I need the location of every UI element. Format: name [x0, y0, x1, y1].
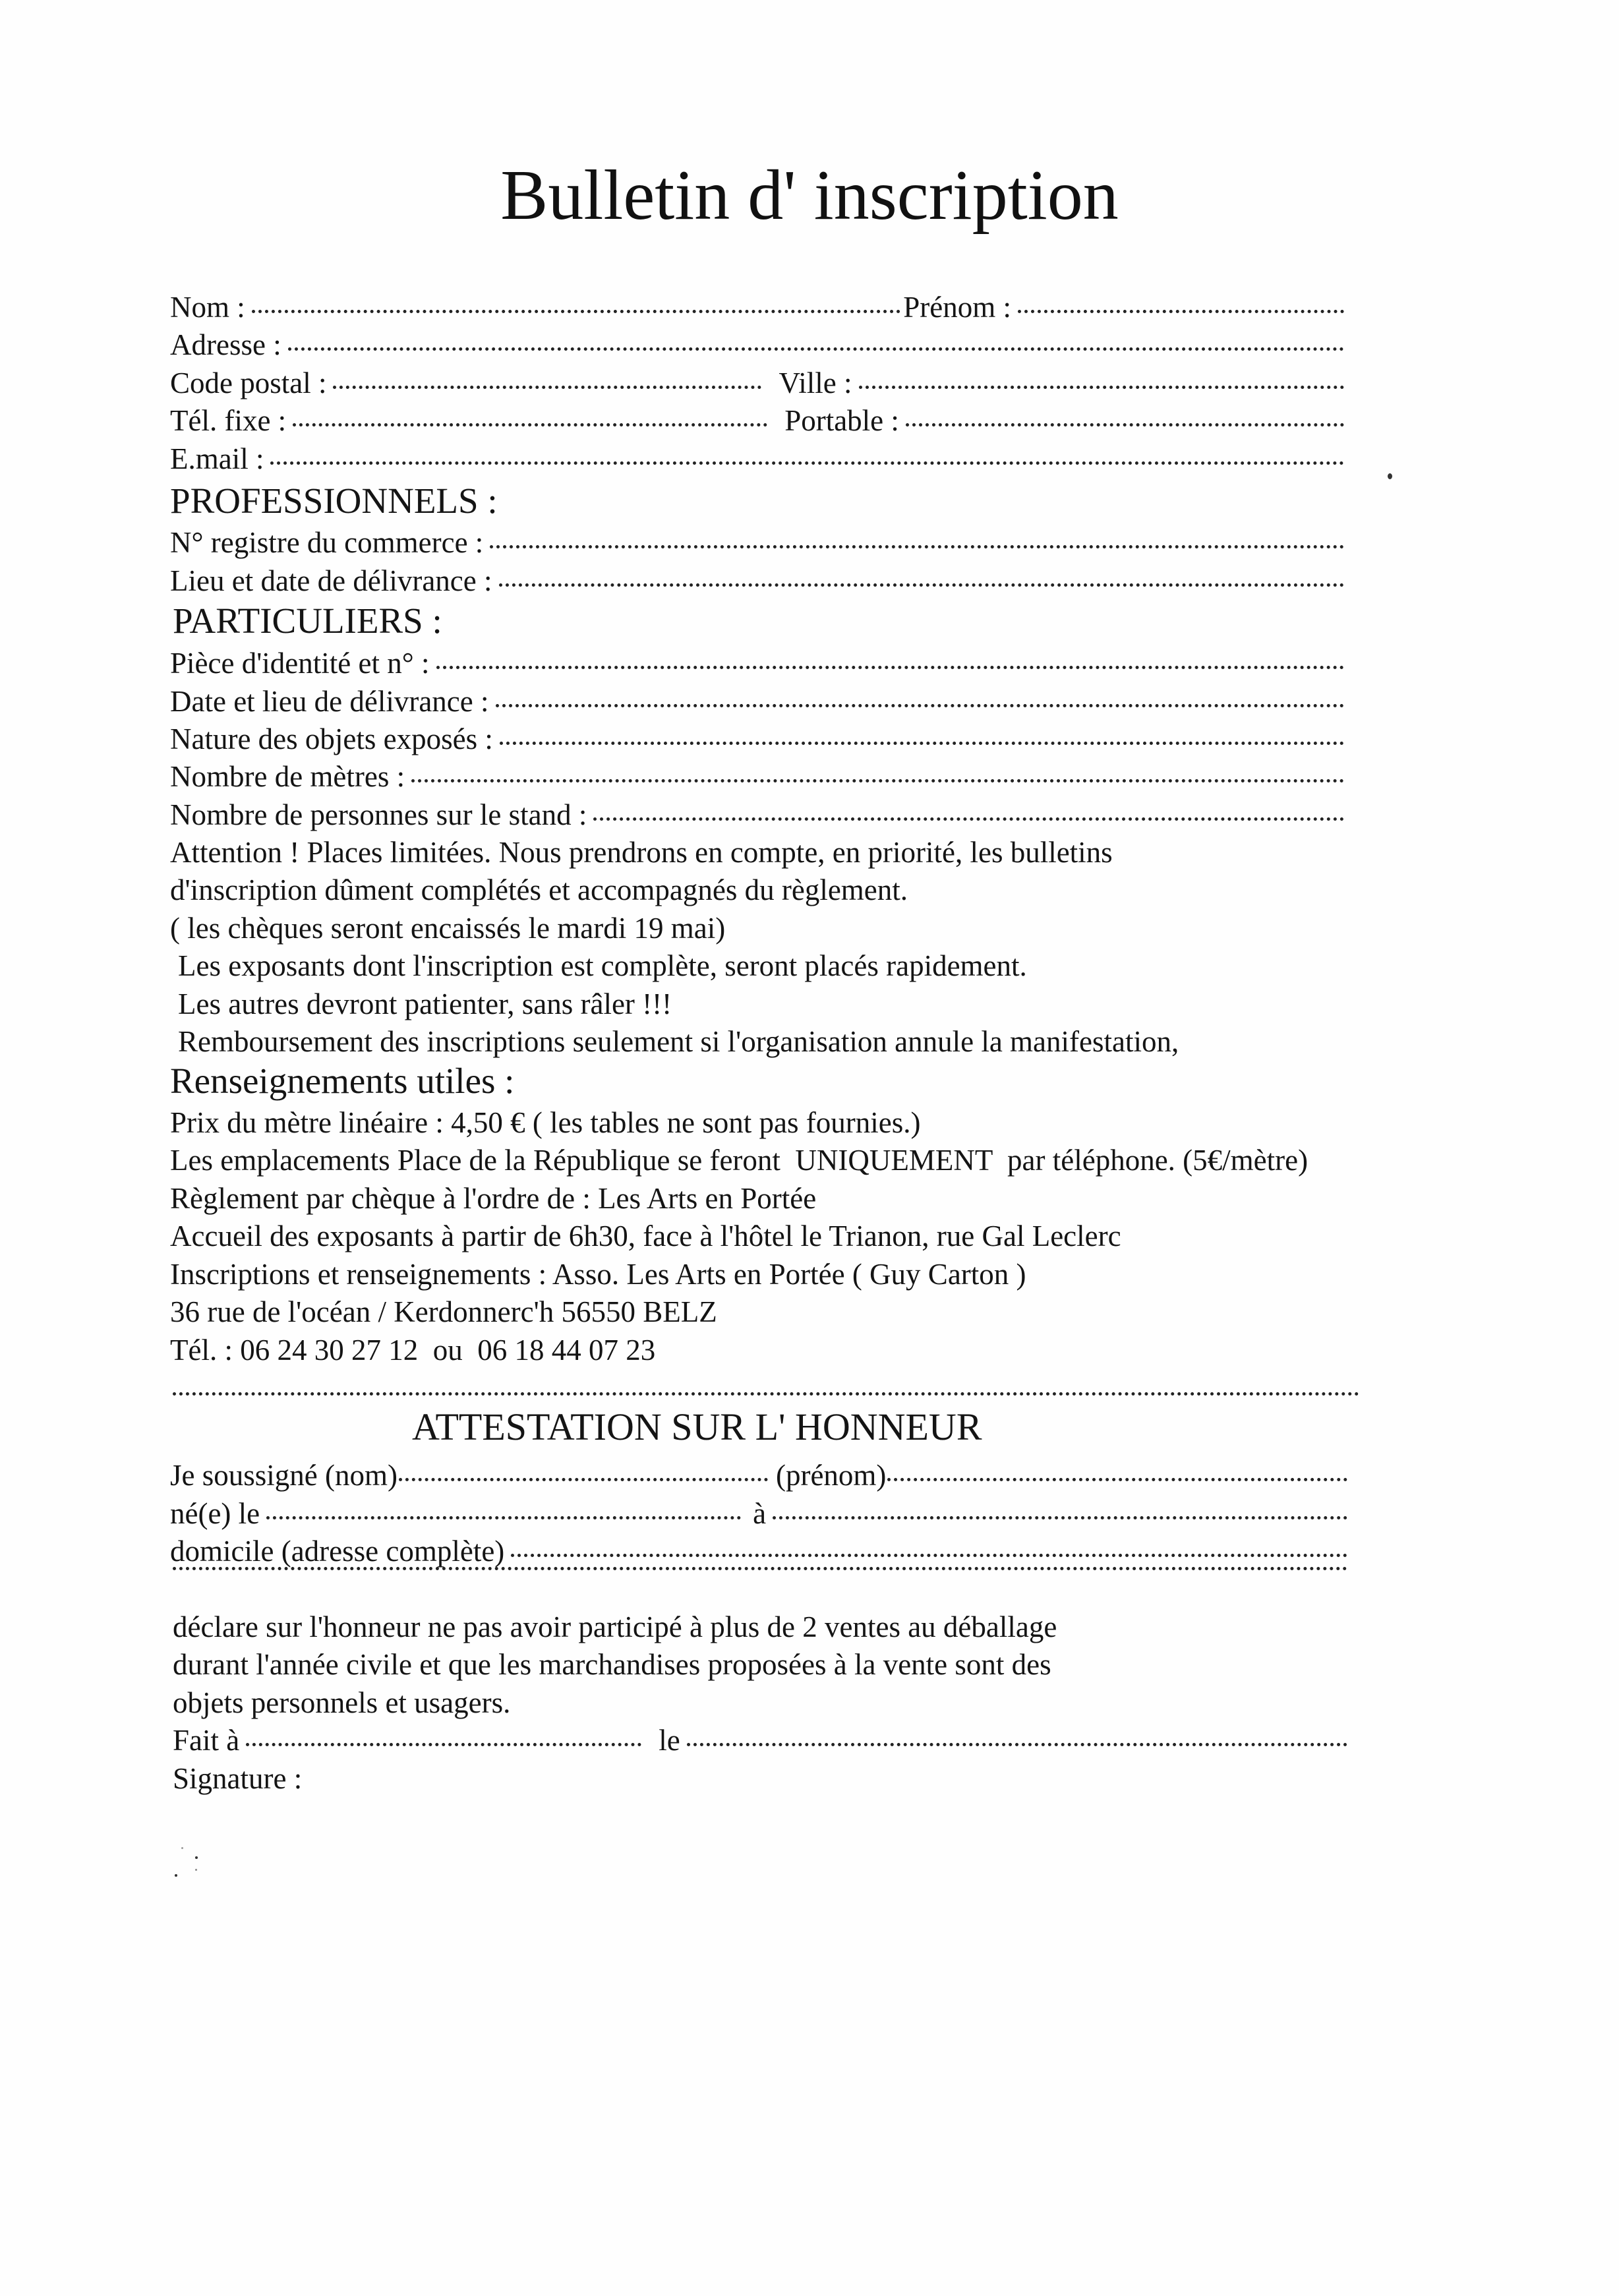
field-email[interactable]	[270, 461, 1344, 465]
label-date-lieu-delivrance: Date et lieu de délivrance :	[170, 685, 489, 718]
scan-speck	[1388, 473, 1392, 479]
field-code-postal[interactable]	[333, 386, 761, 389]
label-nature-objets: Nature des objets exposés :	[170, 722, 493, 755]
field-piece-identite[interactable]	[436, 666, 1345, 669]
row-date-lieu-delivrance	[170, 683, 1347, 720]
row-adresse	[170, 326, 1347, 363]
row-codepostal-ville	[170, 365, 1347, 401]
info-line-price: Prix du mètre linéaire : 4,50 € ( les tables ne sont pas fournies.)	[170, 1106, 921, 1139]
info-line-contact: Inscriptions et renseignements : Asso. Les Arts en Portée ( Guy Carton )	[170, 1258, 1026, 1291]
declaration-line-1: déclare sur l'honneur ne pas avoir participé à plus de 2 ventes au déballage	[173, 1610, 1057, 1643]
scan-speck	[195, 1856, 198, 1859]
row-nombre-personnes	[170, 796, 1347, 833]
row-lieu-date-delivrance-pro	[170, 562, 1347, 599]
label-nombre-personnes: Nombre de personnes sur le stand :	[170, 798, 587, 831]
label-email: E.mail :	[170, 442, 264, 475]
notice-line-6: Remboursement des inscriptions seulement si l'organisation annule la manifestation,	[178, 1025, 1179, 1058]
field-nom[interactable]	[252, 310, 900, 313]
label-le: le	[659, 1724, 680, 1757]
scan-speck	[195, 1869, 197, 1871]
field-adresse[interactable]	[288, 347, 1344, 351]
info-line-republique: Les emplacements Place de la République se feront UNIQUEMENT par téléphone. (5€/mètre)	[170, 1144, 1309, 1177]
info-line-address: 36 rue de l'océan / Kerdonnerc'h 56550 BELZ	[170, 1295, 717, 1328]
row-naissance	[170, 1495, 1350, 1532]
row-soussigne	[170, 1457, 1350, 1494]
info-line-phones: Tél. : 06 24 30 27 12 ou 06 18 44 07 23	[170, 1334, 656, 1367]
heading-renseignements: Renseignements utiles :	[170, 1061, 515, 1101]
page-title: Bulletin d' inscription	[500, 156, 1119, 235]
row-nature-objets	[170, 721, 1347, 757]
field-soussigne-prenom[interactable]	[887, 1478, 1347, 1481]
label-soussigne-nom: Je soussigné (nom)	[170, 1459, 397, 1492]
field-portable[interactable]	[906, 423, 1344, 427]
label-fait-a: Fait à	[173, 1724, 240, 1757]
label-nombre-metres: Nombre de mètres :	[170, 760, 405, 793]
notice-line-4: Les exposants dont l'inscription est complète, seront placés rapidement.	[178, 949, 1027, 982]
row-domicile	[170, 1533, 1350, 1570]
field-domicile[interactable]	[511, 1554, 1347, 1557]
label-ne-a: à	[753, 1497, 767, 1530]
row-registre-commerce	[170, 524, 1347, 561]
notice-line-5: Les autres devront patienter, sans râler !!!	[178, 987, 672, 1020]
field-lieu-date-delivrance[interactable]	[499, 583, 1345, 587]
notice-line-3: ( les chèques seront encaissés le mardi 19 mai)	[170, 912, 726, 945]
field-nombre-metres[interactable]	[411, 779, 1344, 782]
field-ne-le[interactable]	[266, 1516, 741, 1519]
field-domicile-line-2[interactable]	[173, 1567, 1347, 1570]
label-code-postal: Code postal :	[170, 367, 327, 399]
label-ne-le: né(e) le	[170, 1497, 260, 1530]
field-prenom[interactable]	[1018, 310, 1344, 313]
info-line-accueil: Accueil des exposants à partir de 6h30, face à l'hôtel le Trianon, rue Gal Leclerc	[170, 1220, 1121, 1252]
declaration-line-2: durant l'année civile et que les marchandises proposées à la vente sont des	[173, 1648, 1051, 1681]
field-nombre-personnes[interactable]	[593, 817, 1344, 821]
field-date-lieu-delivrance[interactable]	[496, 704, 1344, 707]
row-tel-portable	[170, 402, 1347, 439]
notice-line-1: Attention ! Places limitées. Nous prendrons en compte, en priorité, les bulletins	[170, 836, 1113, 869]
label-lieu-date-delivrance: Lieu et date de délivrance :	[170, 564, 492, 597]
heading-professionnels: PROFESSIONNELS :	[170, 481, 498, 521]
field-soussigne-nom[interactable]	[399, 1478, 768, 1481]
label-tel-fixe: Tél. fixe :	[170, 404, 287, 437]
notice-line-2: d'inscription dûment complétés et accompagnés du règlement.	[170, 873, 908, 906]
label-ville: Ville :	[779, 367, 852, 399]
field-nature-objets[interactable]	[500, 742, 1344, 745]
field-registre-commerce[interactable]	[490, 545, 1344, 548]
row-nombre-metres	[170, 758, 1347, 795]
label-soussigne-prenom: (prénom)	[775, 1459, 887, 1492]
label-domicile: domicile (adresse complète)	[170, 1535, 505, 1568]
heading-particuliers: PARTICULIERS :	[173, 601, 442, 641]
row-email	[170, 440, 1347, 477]
label-registre-commerce: N° registre du commerce :	[170, 526, 484, 559]
scan-speck	[175, 1874, 177, 1877]
field-tel-fixe[interactable]	[293, 423, 767, 427]
declaration-line-3: objets personnels et usagers.	[173, 1686, 511, 1719]
row-piece-identite	[170, 645, 1347, 682]
heading-attestation: ATTESTATION SUR L' HONNEUR	[412, 1405, 982, 1448]
field-fait-a[interactable]	[246, 1743, 641, 1746]
scan-speck	[181, 1847, 183, 1849]
cut-line-separator	[173, 1392, 1359, 1396]
field-ville[interactable]	[859, 386, 1344, 389]
row-domicile-continued	[170, 1571, 1350, 1574]
label-adresse: Adresse :	[170, 328, 281, 361]
label-prenom: Prénom :	[903, 291, 1011, 324]
label-nom: Nom :	[170, 291, 245, 324]
row-fait-a-le	[173, 1722, 1350, 1759]
label-signature: Signature :	[173, 1762, 303, 1795]
label-piece-identite: Pièce d'identité et n° :	[170, 647, 430, 680]
field-ne-a[interactable]	[773, 1516, 1347, 1519]
row-nom-prenom	[170, 289, 1347, 326]
signature-area[interactable]	[173, 1803, 766, 1935]
info-line-reglement: Règlement par chèque à l'ordre de : Les Arts en Portée	[170, 1182, 817, 1215]
label-portable: Portable :	[784, 404, 899, 437]
field-le-date[interactable]	[687, 1743, 1347, 1746]
